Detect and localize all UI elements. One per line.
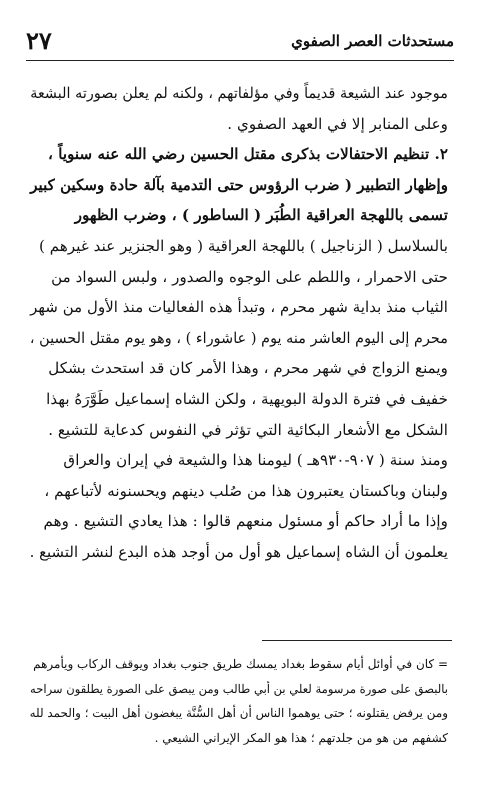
text-line: الثياب منذ بداية شهر محرم ، وتبدأ هذه الفعاليات منذ الأول من شهر xyxy=(30,298,448,317)
footnote-line: بالبصق على صورة مرسومة لعلي بن أبي طالب ومن يبصق على الصورة يطلقون سراحه xyxy=(30,681,449,696)
text-line: ولبنان وباكستان يعتبرون هذا من صُلب دينهم ويحسنونه لأتباعهم ، xyxy=(44,481,448,500)
text-line: وإذا ما أراد حاكم أو مسئول منعهم قالوا : هذا يعادي التشيع . وهم xyxy=(43,512,448,531)
text-line: تسمى باللهجة العراقية الطُبَر ( الساطور ) ، وضرب الظهور xyxy=(74,206,448,225)
footnote-line: ومن يرفض يقتلونه ؛ حتى يوهموا الناس أن أهل السُّنَّة يبغضون أهل البيت ؛ والحمد لله xyxy=(29,706,449,720)
text-line: وعلى المنابر إلا في العهد الصفوي . xyxy=(227,114,448,133)
footnote xyxy=(30,652,448,750)
text-line: الشكل مع الأشعار البكائية التي تؤثر في النفوس كدعاية للتشيع . xyxy=(48,420,448,439)
footnote-line: كشفهم من هو من جلدتهم ؛ هذا هو المكر الإيراني الشيعي . xyxy=(154,730,448,745)
page-header xyxy=(26,26,454,61)
text-line: محرم إلى اليوم العاشر منه يوم ( عاشوراء ) ، وهو يوم مقتل الحسين ، xyxy=(29,328,448,347)
text-line: موجود عند الشيعة قديماً وفي مؤلفاتهم ، ولكنه لم يعلن بصورته البشعة xyxy=(30,84,449,102)
running-title: مستحدثات العصر الصفوي xyxy=(291,32,454,50)
text-line: حتى الاحمرار ، واللطم على الوجوه والصدور ، ولبس السواد من xyxy=(51,267,448,286)
page-number: ٢٧ xyxy=(26,26,52,55)
body-text xyxy=(30,78,448,568)
text-line: ٢. تنظيم الاحتفالات بذكرى مقتل الحسين رضي الله عنه سنوياً ، xyxy=(48,145,448,164)
text-line: خفيف في فترة الدولة البويهية ، ولكن الشاه إسماعيل طَوَّرَهُ بهذا xyxy=(46,389,448,408)
footnote-divider xyxy=(262,640,452,641)
text-line: يعلمون أن الشاه إسماعيل هو أول من أوجد هذه البدع لنشر التشيع . xyxy=(29,542,448,561)
footnote-line: = كان في أوائل أيام سقوط بغداد يمسك طريق جنوب بغداد ويوقف الركاب ويأمرهم xyxy=(33,657,448,671)
text-line: ويمنع الزواج في شهر محرم ، وهذا الأمر كان قد استحدث بشكل xyxy=(48,359,448,378)
text-line: ومنذ سنة ( ٩٠٧-٩٣٠هـ ) ليومنا هذا والشيعة في إيران والعراق xyxy=(63,451,448,470)
text-line: وإظهار التطبير ( ضرب الرؤوس حتى التدمية بآلة حادة وسكين كبير xyxy=(30,175,449,194)
text-line: بالسلاسل ( الزناجيل ) باللهجة العراقية ( وهو الجنزير عند غيرهم ) xyxy=(39,236,448,255)
